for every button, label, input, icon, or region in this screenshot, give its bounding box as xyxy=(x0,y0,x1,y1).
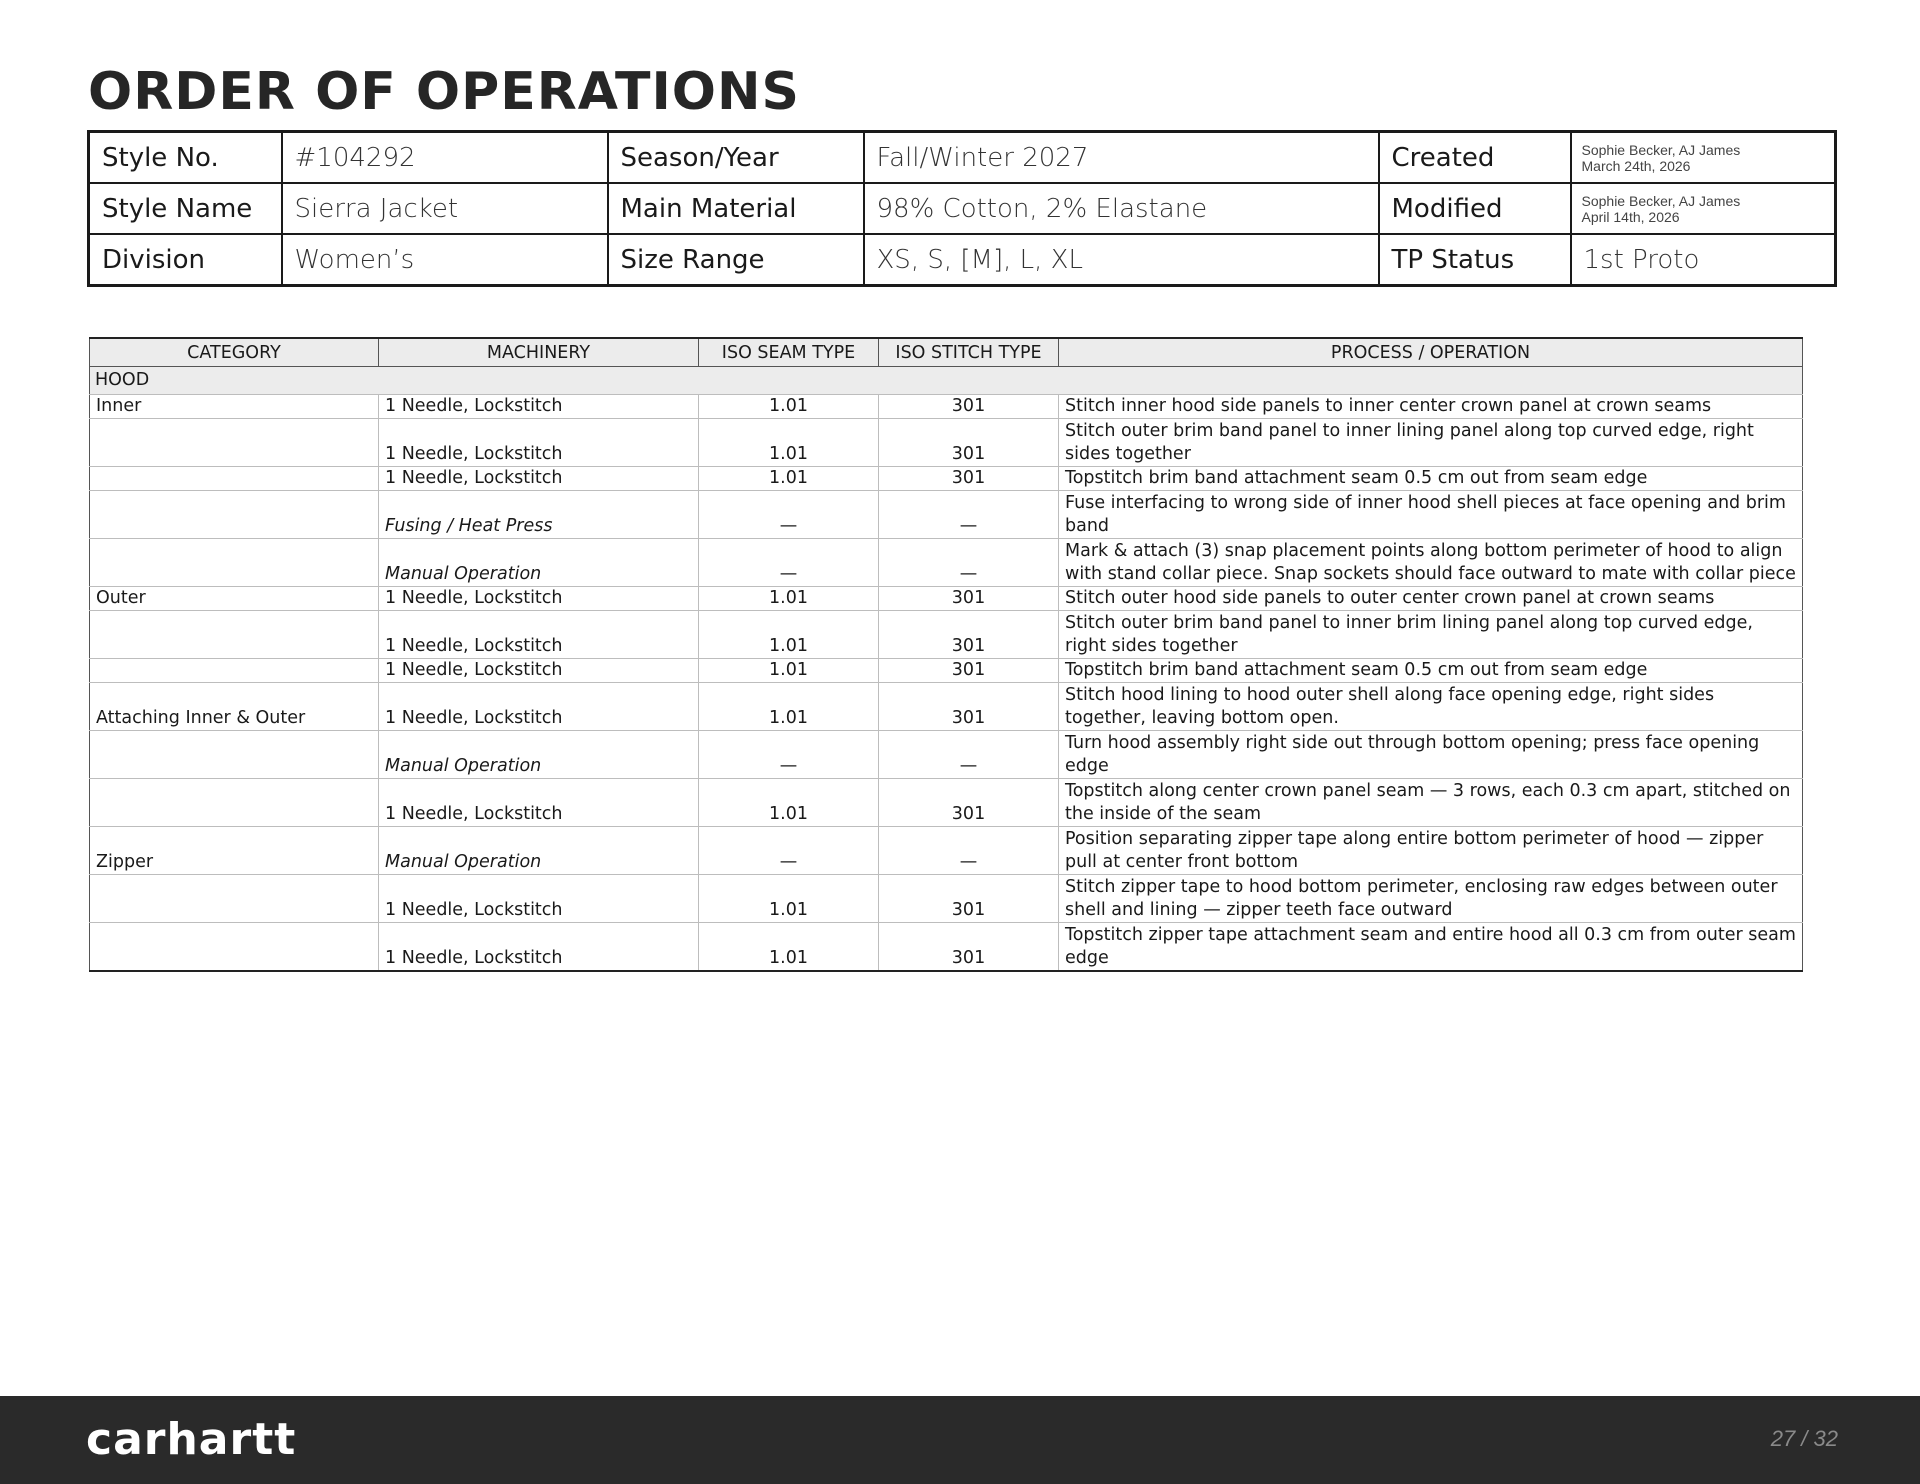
material-value: 98% Cotton, 2% Elastane xyxy=(864,183,1379,234)
modified-value xyxy=(1571,183,1836,234)
table-row xyxy=(90,827,1803,875)
machinery-cell: Manual Operation xyxy=(379,731,699,779)
category-cell xyxy=(90,875,379,923)
machinery-cell: 1 Needle, Lockstitch xyxy=(379,659,699,683)
operations-body xyxy=(90,367,1803,972)
tp-status-value: 1st Proto xyxy=(1571,234,1836,286)
table-row xyxy=(90,491,1803,539)
created-date: March 24th, 2026 xyxy=(1581,157,1691,174)
process-cell: Stitch outer hood side panels to outer center crown panel at crown seams xyxy=(1059,587,1803,611)
table-row xyxy=(90,875,1803,923)
process-cell: Topstitch brim band attachment seam 0.5 cm out from seam edge xyxy=(1059,659,1803,683)
operations-table xyxy=(89,337,1803,972)
process-cell: Turn hood assembly right side out through bottom opening; press face opening edge xyxy=(1059,731,1803,779)
machinery-cell: 1 Needle, Lockstitch xyxy=(379,779,699,827)
iso-stitch-cell: 301 xyxy=(879,395,1059,419)
category-cell xyxy=(90,611,379,659)
iso-seam-cell: — xyxy=(699,731,879,779)
style-no-value: #104292 xyxy=(282,132,608,184)
iso-stitch-cell: 301 xyxy=(879,875,1059,923)
process-cell: Topstitch along center crown panel seam — 3 rows, each 0.3 cm apart, stitched on the inside of the seam xyxy=(1059,779,1803,827)
category-cell xyxy=(90,491,379,539)
style-info-row xyxy=(89,132,1836,184)
iso-seam-cell: — xyxy=(699,491,879,539)
table-row xyxy=(90,539,1803,587)
style-info-table xyxy=(87,130,1837,287)
season-value: Fall/Winter 2027 xyxy=(864,132,1379,184)
iso-stitch-cell: 301 xyxy=(879,923,1059,972)
modified-date: April 14th, 2026 xyxy=(1581,208,1680,225)
tp-status-label: TP Status xyxy=(1379,234,1571,286)
col-header-iso-seam: ISO SEAM TYPE xyxy=(699,338,879,367)
machinery-cell: Fusing / Heat Press xyxy=(379,491,699,539)
style-name-label: Style Name xyxy=(89,183,282,234)
category-cell xyxy=(90,467,379,491)
material-label: Main Material xyxy=(608,183,864,234)
col-header-category: CATEGORY xyxy=(90,338,379,367)
iso-stitch-cell: — xyxy=(879,731,1059,779)
size-range-value: XS, S, [M], L, XL xyxy=(864,234,1379,286)
iso-stitch-cell: 301 xyxy=(879,419,1059,467)
iso-stitch-cell: 301 xyxy=(879,683,1059,731)
category-cell xyxy=(90,779,379,827)
table-row xyxy=(90,923,1803,972)
process-cell: Stitch outer brim band panel to inner lining panel along top curved edge, right sides together xyxy=(1059,419,1803,467)
iso-stitch-cell: — xyxy=(879,491,1059,539)
category-cell: Outer xyxy=(90,587,379,611)
created-label: Created xyxy=(1379,132,1571,184)
style-info-row xyxy=(89,183,1836,234)
machinery-cell: Manual Operation xyxy=(379,827,699,875)
process-cell: Stitch hood lining to hood outer shell along face opening edge, right sides together, leaving bottom open. xyxy=(1059,683,1803,731)
category-cell: Zipper xyxy=(90,827,379,875)
category-cell: Inner xyxy=(90,395,379,419)
process-cell: Topstitch zipper tape attachment seam and entire hood all 0.3 cm from outer seam edge xyxy=(1059,923,1803,972)
table-row xyxy=(90,683,1803,731)
category-cell xyxy=(90,731,379,779)
process-cell: Mark & attach (3) snap placement points along bottom perimeter of hood to align with stand collar piece. Snap sockets should face outward to mate with collar piece xyxy=(1059,539,1803,587)
category-cell xyxy=(90,539,379,587)
process-cell: Topstitch brim band attachment seam 0.5 cm out from seam edge xyxy=(1059,467,1803,491)
operations-header-row xyxy=(90,338,1803,367)
footer-bar xyxy=(0,1396,1920,1484)
iso-seam-cell: — xyxy=(699,827,879,875)
iso-stitch-cell: 301 xyxy=(879,779,1059,827)
iso-seam-cell: 1.01 xyxy=(699,611,879,659)
machinery-cell: 1 Needle, Lockstitch xyxy=(379,419,699,467)
modified-label: Modified xyxy=(1379,183,1571,234)
division-label: Division xyxy=(89,234,282,286)
division-value: Women’s xyxy=(282,234,608,286)
modified-by: Sophie Becker, AJ James xyxy=(1581,192,1741,209)
table-row xyxy=(90,731,1803,779)
iso-stitch-cell: 301 xyxy=(879,467,1059,491)
iso-stitch-cell: — xyxy=(879,539,1059,587)
style-name-value: Sierra Jacket xyxy=(282,183,608,234)
process-cell: Stitch zipper tape to hood bottom perimeter, enclosing raw edges between outer shell and lining — zipper teeth face outward xyxy=(1059,875,1803,923)
iso-stitch-cell: — xyxy=(879,827,1059,875)
created-by: Sophie Becker, AJ James xyxy=(1581,141,1741,158)
col-header-machinery: MACHINERY xyxy=(379,338,699,367)
style-no-label: Style No. xyxy=(89,132,282,184)
section-label: HOOD xyxy=(90,367,1803,395)
table-row xyxy=(90,419,1803,467)
col-header-process: PROCESS / OPERATION xyxy=(1059,338,1803,367)
machinery-cell: 1 Needle, Lockstitch xyxy=(379,587,699,611)
size-range-label: Size Range xyxy=(608,234,864,286)
section-row xyxy=(90,367,1803,395)
iso-seam-cell: 1.01 xyxy=(699,875,879,923)
iso-stitch-cell: 301 xyxy=(879,659,1059,683)
machinery-cell: 1 Needle, Lockstitch xyxy=(379,395,699,419)
machinery-cell: 1 Needle, Lockstitch xyxy=(379,467,699,491)
iso-seam-cell: 1.01 xyxy=(699,683,879,731)
table-row xyxy=(90,659,1803,683)
brand-logo: carhartt xyxy=(86,1414,297,1465)
process-cell: Fuse interfacing to wrong side of inner hood shell pieces at face opening and brim band xyxy=(1059,491,1803,539)
process-cell: Position separating zipper tape along entire bottom perimeter of hood — zipper pull at center front bottom xyxy=(1059,827,1803,875)
table-row xyxy=(90,467,1803,491)
season-label: Season/Year xyxy=(608,132,864,184)
machinery-cell: 1 Needle, Lockstitch xyxy=(379,683,699,731)
iso-seam-cell: 1.01 xyxy=(699,395,879,419)
page-title: ORDER OF OPERATIONS xyxy=(88,62,800,122)
machinery-cell: 1 Needle, Lockstitch xyxy=(379,611,699,659)
iso-stitch-cell: 301 xyxy=(879,611,1059,659)
iso-seam-cell: 1.01 xyxy=(699,419,879,467)
table-row xyxy=(90,395,1803,419)
category-cell xyxy=(90,419,379,467)
process-cell: Stitch inner hood side panels to inner center crown panel at crown seams xyxy=(1059,395,1803,419)
iso-seam-cell: 1.01 xyxy=(699,587,879,611)
table-row xyxy=(90,611,1803,659)
col-header-iso-stitch: ISO STITCH TYPE xyxy=(879,338,1059,367)
machinery-cell: 1 Needle, Lockstitch xyxy=(379,923,699,972)
process-cell: Stitch outer brim band panel to inner brim lining panel along top curved edge, right sides together xyxy=(1059,611,1803,659)
category-cell xyxy=(90,659,379,683)
style-info-row xyxy=(89,234,1836,286)
iso-seam-cell: 1.01 xyxy=(699,467,879,491)
machinery-cell: 1 Needle, Lockstitch xyxy=(379,875,699,923)
iso-seam-cell: 1.01 xyxy=(699,923,879,972)
page-number: 27 / 32 xyxy=(1770,1426,1838,1451)
category-cell: Attaching Inner & Outer xyxy=(90,683,379,731)
iso-seam-cell: — xyxy=(699,539,879,587)
iso-stitch-cell: 301 xyxy=(879,587,1059,611)
category-cell xyxy=(90,923,379,972)
table-row xyxy=(90,779,1803,827)
machinery-cell: Manual Operation xyxy=(379,539,699,587)
table-row xyxy=(90,587,1803,611)
iso-seam-cell: 1.01 xyxy=(699,779,879,827)
created-value xyxy=(1571,132,1836,184)
iso-seam-cell: 1.01 xyxy=(699,659,879,683)
